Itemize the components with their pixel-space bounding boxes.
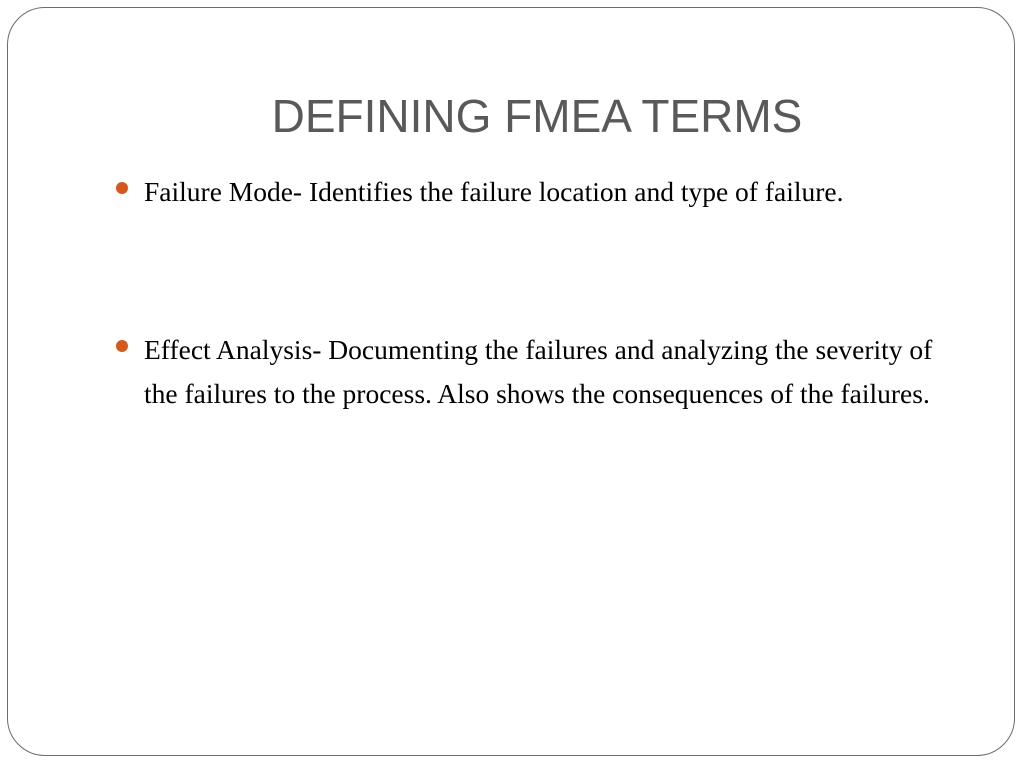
bullet-text: Failure Mode- Identifies the failure location and type of failure. <box>144 176 844 207</box>
slide-title: DEFINING FMEA TERMS <box>271 90 803 142</box>
bullet-list <box>116 170 936 417</box>
bullet-dot-icon <box>116 340 128 352</box>
bullet-item-effect-analysis <box>116 328 936 417</box>
bullet-item-failure-mode <box>116 170 936 215</box>
bullet-dot-icon <box>116 182 128 194</box>
bullet-text: Effect Analysis- Documenting the failures and analyzing the severity of the failures to the process. Also shows the consequences of the failures. <box>144 333 933 409</box>
